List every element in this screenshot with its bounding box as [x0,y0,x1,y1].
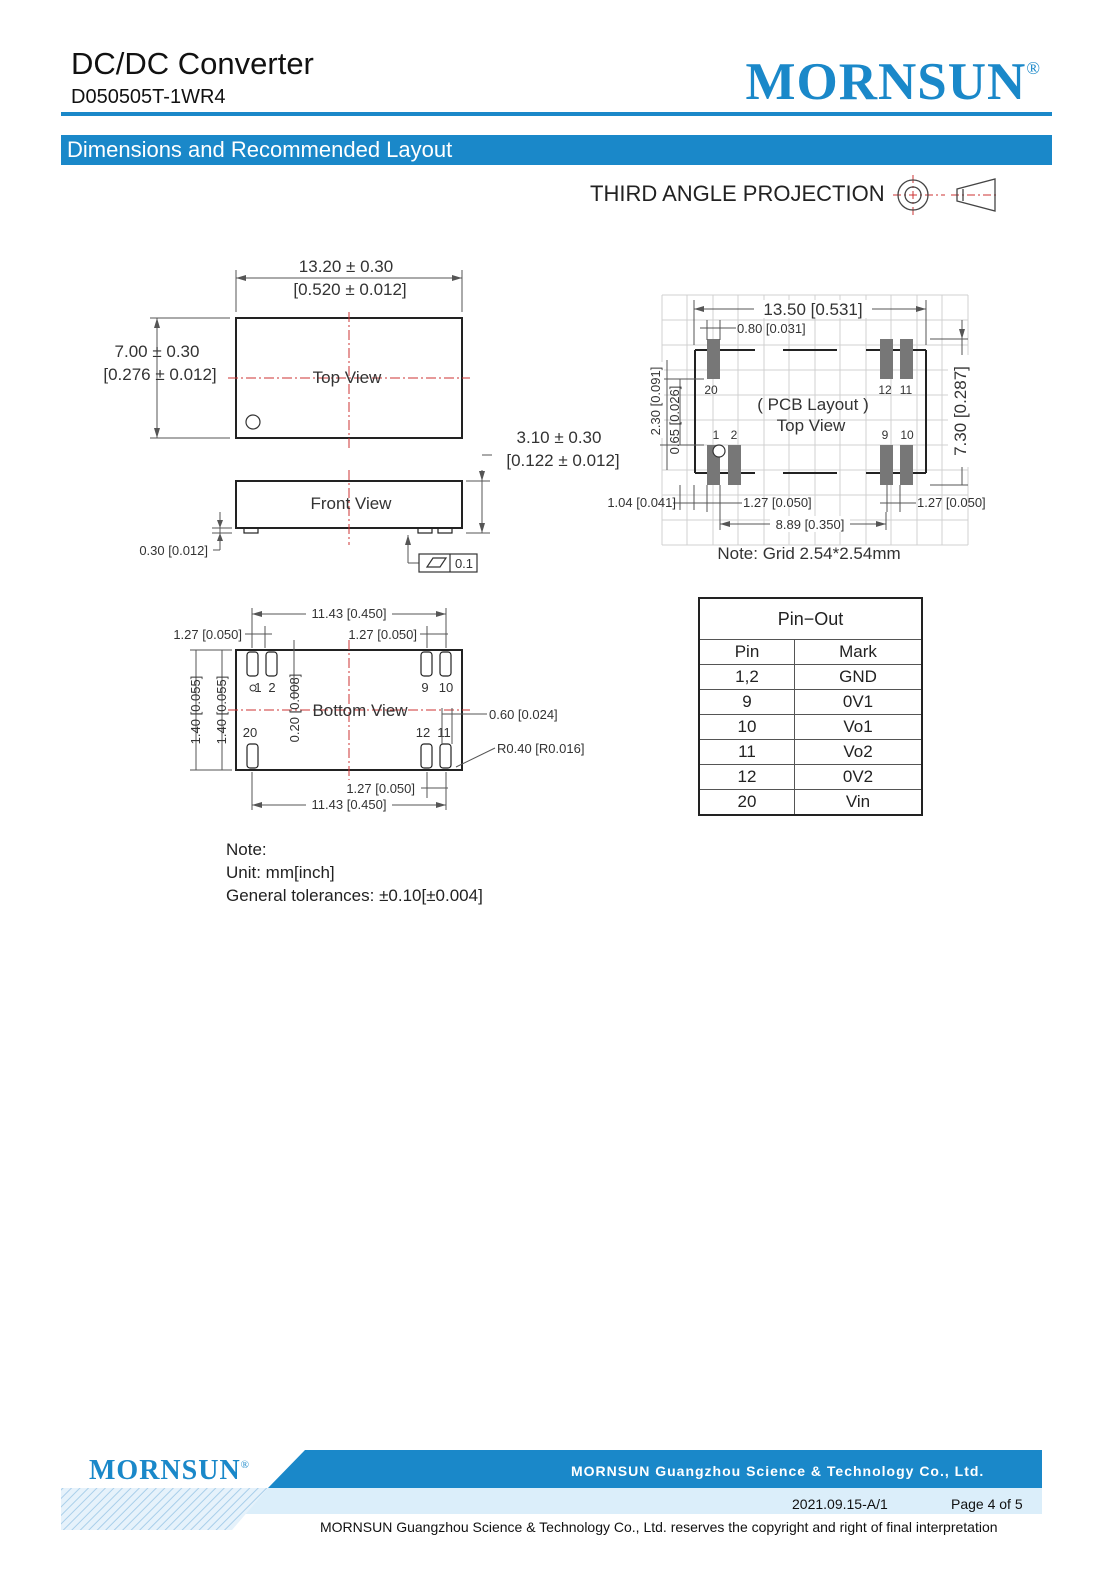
section-title: Dimensions and Recommended Layout [61,135,1052,165]
pcb-pin-12: 12 [878,383,892,397]
pcb-pitch-right: 1.27 [0.050] [917,495,986,510]
footer-logo [89,1455,250,1487]
table-row [699,765,922,790]
top-height-in: [0.276 ± 0.012] [103,365,217,384]
top-view-drawing [103,257,470,448]
table-row [699,715,922,740]
pcb-width: 13.50 [0.531] [763,300,863,319]
pcb-layout-title: ( PCB Layout ) [757,395,869,414]
footer-logo-text: MORNSUN [89,1455,241,1486]
table-row [699,740,922,765]
top-view-label: Top View [312,368,382,387]
bottom-pin-11: 11 [437,725,451,740]
bottom-pad-left: 1.27 [0.050] [173,627,242,642]
bottom-pad-right-top: 1.27 [0.050] [348,627,417,642]
bottom-pin-10: 10 [438,680,454,695]
pin-cell: 10 [699,715,795,740]
bottom-pitch-bottom: 11.43 [0.450] [311,797,387,812]
notes-block [226,838,483,907]
bottom-offset: 0.20 [0.008] [287,673,302,743]
notes-tolerance: General tolerances: ±0.10[±0.004] [226,886,483,905]
pin-cell: 20 [699,790,795,816]
bottom-pin-12: 12 [415,725,431,740]
document-title: DC/DC Converter [71,46,314,81]
bottom-radius: R0.40 [R0.016] [497,741,585,756]
bottom-pad-width: 0.60 [0.024] [489,707,558,722]
table-row [699,690,922,715]
pcb-pin-11: 11 [899,383,913,397]
pin-cell: 1,2 [699,665,795,690]
notes-unit: Unit: mm[inch] [226,863,335,882]
pinout-title: Pin−Out [699,598,922,640]
model-number: D050505T-1WR4 [71,86,226,108]
pcb-layout-drawing [607,295,985,563]
pin-cell: 12 [699,765,795,790]
pcb-span: 8.89 [0.350] [775,517,845,532]
mark-cell: Vo2 [795,740,923,765]
pcb-pin-1: 1 [712,428,720,442]
bottom-pad-right-bottom: 1.27 [0.050] [346,781,415,796]
table-row [699,665,922,690]
mark-cell: 0V1 [795,690,923,715]
top-height-mm: 7.00 ± 0.30 [114,342,200,361]
pcb-pitch-left: 1.27 [0.050] [743,495,812,510]
notes-heading: Note: [226,840,267,859]
standoff-dim: 0.30 [0.012] [139,543,208,558]
pcb-pin-20: 20 [704,383,718,397]
flatness-tolerance: 0.1 [454,556,474,571]
pin-cell: 11 [699,740,795,765]
top-width-mm: 13.20 ± 0.30 [298,257,394,276]
pinout-table [698,597,923,816]
bottom-view-label: Bottom View [312,701,408,720]
pcb-grid-note: Note: Grid 2.54*2.54mm [717,544,901,563]
pcb-layout-subtitle: Top View [776,416,846,435]
registered-mark: ® [1026,58,1041,78]
pcb-edge: 1.04 [0.041] [607,495,676,510]
bottom-pin-1: 1 [254,680,262,695]
footer-copyright: MORNSUN Guangzhou Science & Technology Co., Ltd. reserves the copyright and right of final interpretation [320,1519,998,1535]
front-view-label: Front View [310,494,392,513]
pcb-pin-10: 10 [900,428,914,442]
footer-company: MORNSUN Guangzhou Science & Technology Co., Ltd. [571,1463,985,1479]
bottom-view-drawing [173,605,584,813]
front-height-in: [0.122 ± 0.012] [506,451,620,470]
table-row [699,790,922,816]
bottom-pin-2: 2 [268,680,276,695]
pcb-dim-a: 2.30 [0.091] [648,366,663,436]
pcb-pad-length: 0.80 [0.031] [737,321,806,336]
pin-cell: 9 [699,690,795,715]
pcb-height: 7.30 [0.287] [951,366,970,456]
table-row [699,640,922,665]
bottom-height-a: 1.40 [0.055] [188,675,203,745]
mark-cell: 0V2 [795,765,923,790]
front-height-mm: 3.10 ± 0.30 [516,428,602,447]
mark-cell: Vin [795,790,923,816]
mark-cell: GND [795,665,923,690]
bottom-pin-9: 9 [421,680,429,695]
pcb-dim-b: 0.65 [0.026] [667,385,682,455]
footer-page: Page 4 of 5 [951,1496,1023,1512]
top-width-in: [0.520 ± 0.012] [293,280,407,299]
bottom-height-b: 1.40 [0.055] [214,675,229,745]
projection-label: THIRD ANGLE PROJECTION [590,181,885,206]
footer-registered-mark: ® [240,1459,251,1471]
bottom-pin-20: 20 [242,725,258,740]
footer-date: 2021.09.15-A/1 [792,1496,888,1512]
logo-text: MORNSUN [745,53,1027,111]
mark-header: Mark [795,640,923,665]
front-view-drawing [139,428,619,572]
mark-cell: Vo1 [795,715,923,740]
pcb-pin-2: 2 [730,428,738,442]
pin-header: Pin [699,640,795,665]
bottom-pitch-top: 11.43 [0.450] [311,606,387,621]
pcb-pin-9: 9 [881,428,889,442]
